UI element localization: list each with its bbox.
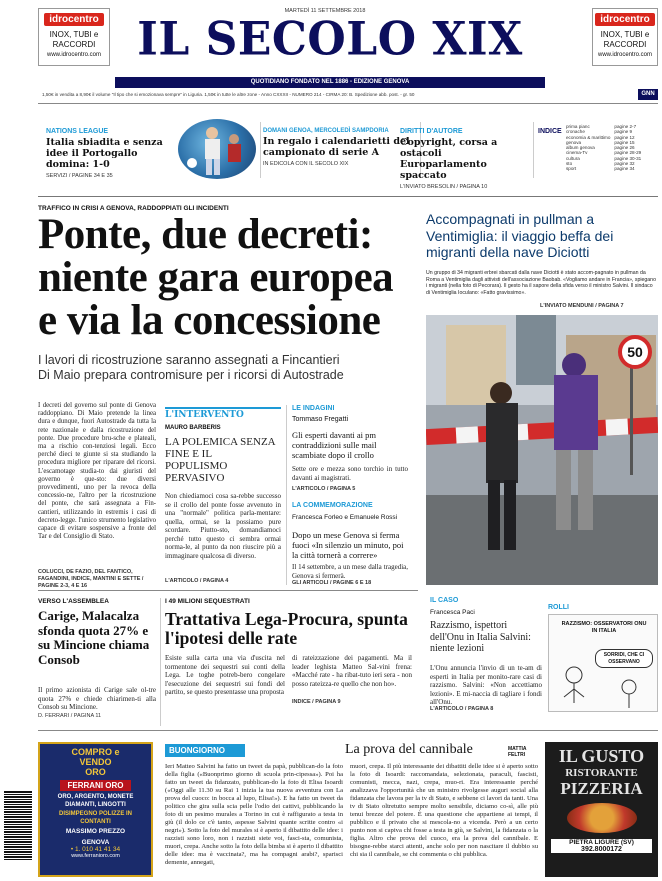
speed-limit-value: 50 [627, 344, 643, 360]
ad-idrocentro-left[interactable] [38, 8, 110, 66]
index-row[interactable] [564, 166, 643, 171]
ad-pizzeria-line1: IL GUSTO [558, 746, 645, 766]
index-label: INDICE [538, 128, 562, 135]
assemblea-kicker: VERSO L'ASSEMBLEA [38, 598, 109, 605]
divider [38, 590, 418, 591]
indagini-meta: L'ARTICOLO / PAGINA 5 [292, 486, 356, 492]
buongiorno-label: BUONGIORNO [165, 744, 245, 757]
teaser-nations-league[interactable] [46, 128, 174, 179]
teaser-bar [38, 116, 658, 190]
assemblea-body: Il primo azionista di Carige sale ol-tre quota 27% e chiede chiarimen-ti alla Consob su Mincione. [38, 686, 156, 711]
ad-oro-phone: • 1. 010 41 41 34 [70, 846, 121, 853]
ad-oro-cta: DISIMPEGNO POLIZZE IN CONTANTI [58, 811, 132, 825]
teaser-kicker: DOMANI GENOA, MERCOLEDÌ SAMPDORIA [263, 128, 389, 134]
index-section: cultura [566, 155, 580, 161]
ad-oro-line2: VENDO [79, 757, 112, 767]
players-silhouette-icon [178, 119, 256, 179]
divider [165, 407, 281, 409]
idrocentro-logo: idrocentro [595, 13, 654, 26]
ad-pizzeria[interactable] [545, 742, 658, 877]
teaser-kicker: DIRITTI D'AUTORE [400, 128, 463, 135]
migrants-photo [426, 315, 658, 585]
buongiorno-author: MATTIA FELTRI [508, 746, 527, 758]
pizza-illustration-icon [567, 803, 637, 833]
teaser-headline: Copyright, corsa a ostacoli Europarlamento spaccato [400, 137, 498, 181]
index-section: cinema-Tv [566, 150, 588, 156]
lead-byline: COLUCCI, DE FAZIO, DEL FANTICO, FAGANDINI, INDICE, MANTINI E SETTE / PAGINE 2-3, 4 E 16 [38, 569, 144, 589]
commemorazione-dek: Dopo un mese Genova si ferma fuoci «In silenzio un minuto, poi la città tornerà a correre» [292, 530, 404, 560]
buongiorno-title[interactable]: La prova del cannibale [345, 742, 473, 757]
indagini-label: LE INDAGINI [292, 405, 335, 412]
index-page: pagine 26 [614, 145, 635, 151]
speed-limit-sign [618, 335, 652, 369]
buongiorno-col1: Ieri Matteo Salvini ha fatto un tweet da papà, pubblican-do la foto della figlia («Buonprimo giorno di scuola prin-cipessa»). Poi ha fatto un tweet da fidanzato, pubblican-do la foto di Elisa Isoardi («Oggi alle 11.30 su Rai 1 inizia la tua nuova avventura con La prova del cuoco: in bocca al lupo, Elisa!»). E ha fatto un tweet da politico che gira sulla scia pelle l'odio dei cattivi, pubblicando la foto di un pesimo murales a Torino in cui è raffigurato a testa in giù (il dolo ce c'è tanto, aspesse Salvini quante scritte contro «i negri»). Sotto la foto del murales si è aperto il dibattito delle idee: i razzisti sono loro, non i razzisti siete voi, fasci-sta, comunista, muori, crepa. Anche sotto la foto della bimba si è aperto il dibattito delle idee: ma è vaccinata?, ma ha compagni arabi?, sparisci demente, annegati, [165, 763, 343, 866]
index-page: pagine 15 [614, 139, 635, 145]
index-page: pagine 2-7 [614, 124, 637, 129]
sequestrati-kicker: I 49 MILIONI SEQUESTRATI [165, 598, 250, 605]
cartoon-figures-icon [549, 615, 659, 713]
index-page: pagine 32 [614, 161, 635, 167]
divider [38, 730, 658, 731]
intervento-meta: L'ARTICOLO / PAGINA 4 [165, 578, 229, 584]
index-section: prima pianc [566, 124, 590, 129]
divider [286, 405, 287, 585]
ad-oro-city: GENOVA [81, 839, 110, 846]
index-section: sport [566, 166, 577, 172]
index-section: sto [566, 161, 573, 167]
index-page: pagine 28-29 [614, 150, 642, 156]
divider [38, 196, 658, 197]
teaser-kicker: NATIONS LEAGUE [46, 128, 109, 135]
idrocentro-logo: idrocentro [44, 13, 103, 26]
index-page: pagine 30-31 [614, 155, 642, 161]
ad-line-2: RACCORDI [52, 40, 96, 49]
intervento-title: LA POLEMICA SENZA FINE E IL POPULISMO PERVASIVO [165, 436, 276, 484]
teaser-meta: SERVIZI / PAGINE 34 E 35 [46, 173, 113, 179]
rolli-cartoon [548, 614, 658, 712]
lead-headline-line: niente gara europea [38, 254, 394, 301]
ad-pizzeria-city: PIETRA LIGURE (SV) [551, 839, 652, 846]
index-section: genova [566, 139, 582, 145]
index-table [564, 124, 643, 172]
index-page: pagine 9 [614, 129, 633, 135]
ad-oro-person: MASSIMO PREZZO [65, 828, 126, 835]
teaser-copyright[interactable] [400, 128, 530, 190]
ad-url: www.idrocentro.com [46, 52, 102, 58]
ad-url: www.idrocentro.com [597, 52, 653, 58]
commemorazione-body: Il 14 settembre, a un mese dalla tragedia, Genova si fermerà. [292, 563, 408, 580]
intervento-body: Non chiediamoci cosa sa-rebbe successo se il crollo del ponte fosse avvenuto in una "normale" politica parla-mentare: quella, ormai, se la possiamo pure scordare. Piutto-sto, domandiamoci perché tutto questo ci sembra ormai norma-le, al punto da non riuscire più a immaginare qualcosa di diverso. [165, 492, 281, 560]
divider [260, 122, 261, 178]
ad-pizzeria-phone: 392.8000172 [551, 846, 652, 853]
ventimiglia-headline[interactable]: Accompagnati in pullman a Ventimiglia: il viaggio beffa dei migranti della nave Diciotti [426, 211, 614, 260]
ad-pizzeria-line3: PIZZERIA [560, 779, 643, 798]
caso-body: L'Onu annuncia l'invio di un te-am di esperti in Italia per monito-rare casi di razzismo. Salvini: «Non accettiamo lezioni». E mi-naccia di tagliare i fondi all'Onu. [430, 664, 542, 706]
lead-body: I decreti del governo sul ponte di Genova raddoppiano. Di Maio pretende la linea dura e dunque, fuori Autostrade da tutta la rete nazionale e dalla ricostruzione del ponte. Due procedure bru-sche e plateali, ma a rischio con-tenziosi legali. Ecco perché dieci te giunte si sta studiando la procedura migliore per riparare del ricorsi. L'escamotage studia-to dai giuristi del governo è que-sto: due diversi provvedimenti, uno per la revoca della concessio-ne, l'altro per la ricostruzione del ponte, che sarà assegnata a Fin-cantieri, utilizzando in estremis i casi di decreto-legge. l'unico strumento legislativo capace di evitare sospensive a fronte del Tar e del Consiglio di Stato. [38, 402, 156, 541]
ventimiglia-meta: L'INVIATO MENDUNI / PAGINA 7 [540, 303, 624, 309]
caso-label: IL CASO [430, 597, 459, 604]
masthead-title: IL SECOLO XIX [137, 12, 523, 67]
ad-oro-line3: ORO [85, 767, 106, 777]
index-page: pagine 12 [614, 134, 635, 140]
caso-author: Francesca Paci [430, 609, 475, 616]
index-section: economia & marittimo [566, 134, 611, 140]
ad-oro-line1: COMPRO e [71, 747, 120, 757]
masthead-subtitle-bar [115, 77, 545, 88]
issue-date: MARTEDÌ 11 SETTEMBRE 2018 [284, 8, 366, 14]
teaser-headline: Italia sbiadita e senza idee il Portogallo domina: 1-0 [46, 137, 163, 170]
index-section: cronache [566, 129, 585, 135]
ad-oro-url: www.ferranioro.com [71, 853, 120, 859]
teaser-meta: L'INVIATO BRESOLIN / PAGINA 10 [400, 184, 488, 190]
ventimiglia-body: Un gruppo di 34 migranti erbrei sbarcati dalla nave Diciotti è stato accom-pagnato in pullman da Roma a Ventimiglia dagli attivisti dell'associazione Baobab. «Vogliamo andare in Francia», spiegano i migranti (nella foto di Pecorara). Il gesto ha il sapore della sfida verso il ministro Salvini. Il sindaco di Ventimiglia Ioculano: «Fatto gravissimo». [426, 270, 656, 296]
sequestrati-headline[interactable]: Trattativa Lega-Procura, spunta l'ipotesi delle rate [165, 609, 408, 648]
divider [38, 103, 658, 104]
ad-line-1: INOX, TUBI e [49, 30, 99, 39]
teaser-calendarietti[interactable] [263, 128, 411, 167]
price-line: 1,50€ in vendita a 8,90€ il volume "Il tipo che si emozionava sempre" in Liguria. 1,50€ in tutte le altre zone - Anno CXXXII - NUMERO 214 - CIRMA 20: B. Spedizione abb. post. - gr. 50 [42, 92, 415, 97]
commemorazione-meta: GLI ARTICOLI / PAGINE 6 E 18 [292, 580, 372, 586]
divider [160, 598, 161, 726]
ad-oro-brand: FERRANI ORO [60, 780, 131, 791]
caso-title[interactable]: Razzismo, ispettori dell'Onu in Italia Salvini: niente lezioni [430, 620, 531, 654]
index-section: album genova [566, 145, 595, 151]
cartoon-caption: RAZZISMO: OSSERVATORI ONU IN ITALIA [561, 621, 647, 634]
ad-compro-oro[interactable] [38, 742, 153, 877]
ad-pizzeria-line2: RISTORANTE [565, 767, 638, 779]
indagini-author: Tommaso Fregatti [292, 416, 349, 423]
football-photo [178, 119, 256, 179]
buongiorno-col2: muori, crepa. Il più interessante dei dibattiti delle idee si è aperto sotto la foto di Isoardi: raccomandata, selezionata, paraculi, fascisti, comunisti, mecca, nazi, crepa, muo-ri. Era interessante perché analizzava l'opportunità che un ministro rivolgesse auguri social alla fidanzata che lavora per la tv di Stato, e sebbene ci lavori da tanti. Una tv di Stato oltretutto sempre molto sensibile, diciamo co-sì, alle più tenui brezze del potere. È una questione che appartiene ai tempi, il pubblico e il privato che si mescola-no a vicenda. Però a un certo punto non si capiva chi fosse a testa in giù, se Salvini, la fidanzata o la figlia. Altro che prova del cuoco, era la prova del cannibale. E bisogne-rebbe starci attenti, anche solo per non nascitare il dubbio su chi sia il cannibale, se chi commenta o chi pubblica. [350, 763, 538, 858]
lead-headline[interactable] [38, 213, 418, 342]
indagini-body: Sette ore e mezza sono torchio in tutto davanti ai magistrati. [292, 465, 408, 482]
sequestrati-meta: INDICE / PAGINA 9 [292, 699, 341, 705]
ad-line-1: INOX, TUBI e [600, 30, 650, 39]
ad-idrocentro-right[interactable] [592, 8, 658, 66]
barcode [4, 790, 32, 860]
lead-deck-line: Di Maio prepara contromisure per i ricorsi di Autostrade [38, 368, 344, 382]
gnn-badge: GNN [638, 89, 658, 100]
lead-kicker: TRAFFICO IN CRISI A GENOVA, RADDOPPIATI GLI INCIDENTI [38, 205, 229, 212]
caso-meta: L'ARTICOLO / PAGINA 8 [430, 706, 494, 712]
assemblea-meta: D. FERRARI / PAGINA 11 [38, 713, 102, 719]
intervento-author: MAURO BARBERIS [165, 425, 221, 431]
indagini-dek: Gli esperti davanti ai pm contraddizioni sulle mail scambiate dopo il crollo [292, 430, 377, 460]
lead-headline-line: Ponte, due decreti: [38, 211, 373, 258]
sequestrati-body-right: di rateizzazione dei pagamenti. Ma il leader leghista Matteo Sal-vini frena: «Macché rate - ha ribat-tuto ieri sera - non posso rateizza-re quello che non ho». [292, 654, 412, 688]
assemblea-headline[interactable]: Carige, Malacalza sfonda quota 27% e su Mincione chiama Consob [38, 608, 150, 667]
index-page: pagine 34 [614, 166, 635, 172]
intervento-label: L'INTERVENTO [165, 410, 244, 420]
sequestrati-body-left: Esiste sulla carta una via d'uscita nel tormentone dei sequestri sui conti della Lega. Le toghe potreb-bero congelare l'esecuzione dei sequestri sui fondi del partito, se questo presentasse una proposta [165, 654, 285, 696]
lead-deck-line: I lavori di ricostruzione saranno assegnati a Fincantieri [38, 353, 340, 367]
masthead-subtitle: QUOTIDIANO FONDATO NEL 1886 - EDIZIONE GENOVA [250, 79, 410, 85]
divider [533, 122, 534, 178]
commemorazione-label: LA COMMEMORAZIONE [292, 502, 373, 509]
rolli-label: ROLLI [548, 604, 569, 611]
lead-deck [38, 353, 418, 383]
lead-headline-line: e via la concessione [38, 297, 381, 344]
teaser-meta: IN EDICOLA CON IL SECOLO XIX [263, 161, 349, 167]
ad-oro-list: ORO, ARGENTO, MONETE DIAMANTI, LINGOTTI [57, 794, 134, 808]
ad-line-2: RACCORDI [603, 40, 647, 49]
teaser-headline: In regalo i calendarietti del campionato di serie A [263, 136, 410, 158]
commemorazione-author: Francesca Forleo e Emanuele Rossi [292, 514, 398, 521]
cartoon-speech: SORRIDI, CHE CI OSSERVANO [595, 649, 653, 668]
